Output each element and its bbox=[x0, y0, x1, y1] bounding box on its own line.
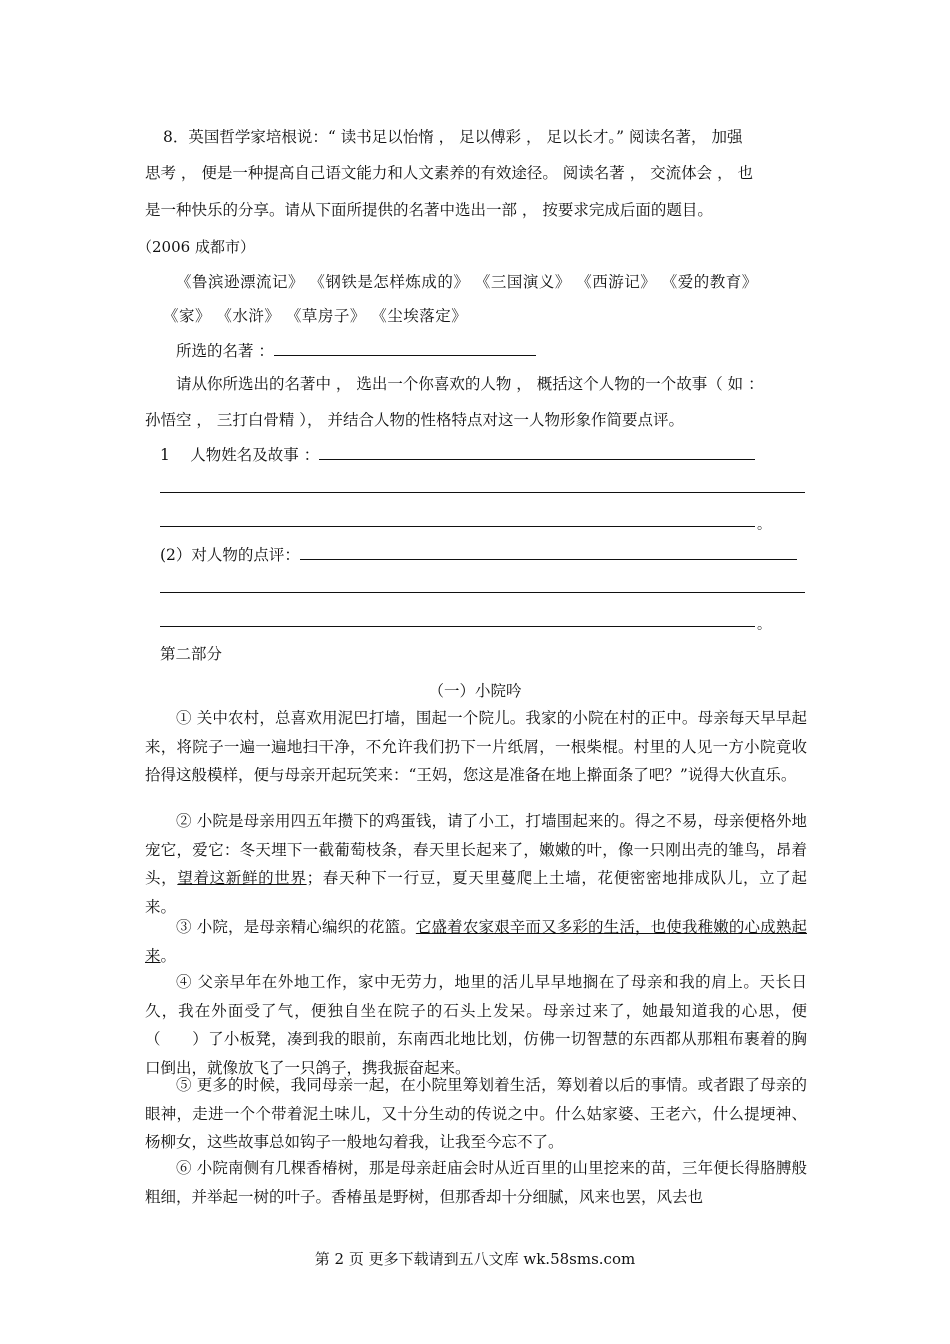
paragraph-1: ① 关中农村，总喜欢用泥巴打墙，围起一个院儿。我家的小院在村的正中。母亲每天早早起来，将院子一遍一遍地扫干净，不允许我们扔下一片纸屑，一根柴棍。村里的人见一方小院竟收拾得这般模样，便与母亲开起玩笑来：“王妈，您这是准备在地上擀面条了吧？”说得大伙直乐。 bbox=[145, 709, 807, 784]
paragraph-4: ④ 父亲早年在外地工作，家中无劳力，地里的活儿早早地搁在了母亲和我的肩上。天长日久，我在外面受了气，便独自坐在院子的石头上发呆。母亲过来了，她最知道我的心思，便（ ）了小板凳，凑到我的眼前，东南西北地比划，仿佛一切智慧的东西都从那粗布裹着的胸口倒出，就像放飞了一只鸽子，携我振奋起来。 bbox=[145, 973, 807, 1077]
paragraph-6: ⑥ 小院南侧有几棵香椿树，那是母亲赶庙会时从近百里的山里挖来的苗，三年便长得胳膊般粗细，并举起一树的叶子。香椿虽是野树，但那香却十分细腻，风来也罢，风去也 bbox=[145, 1159, 807, 1206]
book-list-line-1: 《鲁滨逊漂流记》 《钢铁是怎样炼成的》 《三国演义》 《西游记》 《爱的教育》 bbox=[176, 273, 758, 291]
answer-line-4[interactable] bbox=[160, 626, 755, 627]
book-list-line-2: 《家》 《水浒》 《草房子》 《尘埃落定》 bbox=[163, 307, 468, 325]
part-2-heading: 第二部分 bbox=[160, 645, 223, 663]
selected-book-label: 所选的名著 ： bbox=[176, 342, 274, 360]
answer-line-2[interactable] bbox=[160, 526, 755, 527]
item-2-label: (2）对人物的点评： bbox=[160, 546, 300, 564]
paragraph-2 bbox=[145, 807, 807, 921]
answer-line-1[interactable] bbox=[160, 492, 805, 493]
item-1-blank[interactable] bbox=[319, 445, 755, 460]
question-8-line-1: 8．英国哲学家培根说：“ 读书足以怡惰 ， 足以傅彩 ， 足以长才。” 阅读名著， 加强 bbox=[163, 128, 743, 146]
selected-book-blank[interactable] bbox=[274, 341, 536, 356]
question-8-line-3: 是一种快乐的分享。请从下面所提供的名著中选出一部 ， 按要求完成后面的题目。 bbox=[145, 201, 713, 219]
paragraph-3 bbox=[145, 913, 807, 970]
item-2-blank[interactable] bbox=[300, 545, 797, 560]
paragraph-3-text-b: 。 bbox=[160, 946, 177, 965]
instruction-line-2: 孙悟空 ， 三打白骨精 ）， 并结合人物的性格特点对这一人物形象作简要点评。 bbox=[145, 411, 684, 429]
item-1-row bbox=[160, 445, 755, 465]
question-source: （2006 成都市） bbox=[137, 238, 255, 256]
answer-period-2: 。 bbox=[757, 617, 771, 633]
paragraph-2-underlined: 望着这新鲜的世界 bbox=[177, 869, 307, 887]
paragraph-2-text-a: ② 小院是母亲用四五年攒下的鸡蛋钱，请了小工，打墙围起来的。得之不易，母亲便格外地宠它，爱它：冬天埋下一截葡萄枝条，春天里长起来了，嫩嫩的叶，像一只刚出壳的雏鸟，昂着头， bbox=[145, 812, 807, 887]
passage-title: （一）小院吟 bbox=[428, 682, 522, 700]
paragraph-3-text-a: ③ 小院，是母亲精心编织的花篮。 bbox=[176, 918, 416, 936]
question-8-line-2: 思考 ， 便是一种提高自己语文能力和人文素养的有效途径。 阅读名著 ， 交流体会 ， 也 bbox=[145, 164, 753, 182]
item-1-label: 1 人物姓名及故事 ： bbox=[160, 446, 320, 464]
paragraph-5: ⑤ 更多的时候，我同母亲一起，在小院里筹划着生活，筹划着以后的事情。或者跟了母亲的眼神，走进一个个带着泥土味儿，又十分生动的传说之中。什么姑家婆、王老六，什么提埂神、杨柳女，这些故事总如钩子一般地勾着我，让我至今忘不了。 bbox=[145, 1076, 807, 1151]
answer-period-1: 。 bbox=[757, 517, 771, 533]
paragraph-3-underlined: 它盛着农家艰辛而又多彩的生活，也使我稚嫩的心成熟起来 bbox=[145, 918, 807, 965]
paragraph-2-text-b: ；春天种下一行豆，夏天里蔓爬上土墙，花便密密地排成队儿，立了起来。 bbox=[145, 869, 807, 916]
selected-book-row bbox=[176, 341, 536, 361]
page-footer: 第 2 页 更多下载请到五八文库 wk.58sms.com bbox=[314, 1250, 636, 1268]
item-2-row bbox=[160, 545, 797, 565]
instruction-line-1: 请从你所选出的名著中 ， 选出一个你喜欢的人物 ， 概括这个人物的一个故事（ 如 ： bbox=[176, 375, 764, 393]
answer-line-3[interactable] bbox=[160, 592, 805, 593]
